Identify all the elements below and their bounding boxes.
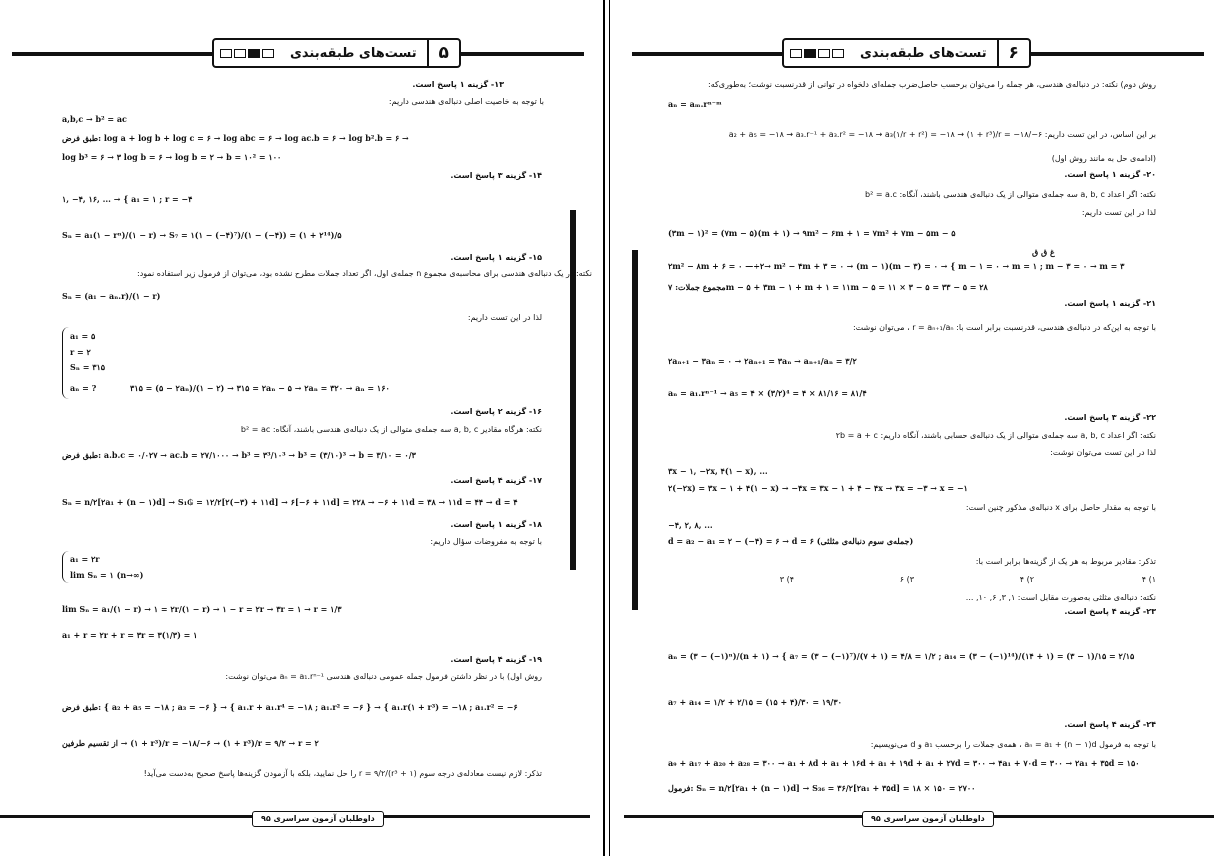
formula-line: Sₙ = (a₁ − aₙ.r)/(۱ − r): [62, 291, 161, 301]
formula-line: طبق فرض: log a + log b + log c = ۶ → log abc = ۶ → log ac.b = ۶ → log b².b = ۶ →: [62, 133, 409, 143]
answer-heading: ۲۳- گزینه ۴ پاسخ است.: [1064, 607, 1156, 616]
formula-line: a₁ = ۵: [70, 331, 96, 341]
page-footer: داوطلبان آزمون سراسری ۹۵: [862, 811, 994, 827]
text-line: با توجه به این‌که در دنباله‌ی هندسی، قدرنسبت برابر است با: r = aₙ₊₁/aₙ ، می‌توان نوشت:: [852, 323, 1156, 332]
formula-line: طبق فرض: { a₂ + a₅ = −۱۸ ; a₃ = −۶ } → { a₁.r + a₁.r⁴ = −۱۸ ; a₁.r² = −۶ } → { a₁.r(۱ + r³) = −۱۸ ; a₁.r² = −۶: [62, 702, 518, 712]
text-line: نکته: هرگاه مقادیر a, b, c سه جمله‌ی متوالی از یک دنباله‌ی هندسی باشند، آنگاه: b² = ac: [240, 425, 542, 434]
formula-line: از تقسیم طرفین → (۱ + r³)/r = −۱۸/−۶ → (۱ + r³)/r = ۹/۲ → r = ۲: [62, 738, 319, 748]
system-brace: [62, 551, 69, 583]
formula-line: (۳m − ۱)² = (۷m − ۵)(m + ۱) → ۹m² − ۶m + ۱ = ۷m² + ۷m − ۵m − ۵: [668, 228, 956, 238]
formula-line: Sₙ = a₁(۱ − rⁿ)/(۱ − r) → S₇ = ۱(۱ − (−۴)⁷)/(۱ − (−۴)) = (۱ + ۲¹⁴)/۵: [62, 230, 342, 240]
text-line: نکته: اگر اعداد a, b, c سه جمله‌ی متوالی از یک دنباله‌ی هندسی باشند، آنگاه: b² = a.c: [864, 190, 1156, 199]
page-header: [782, 38, 1031, 68]
answer-heading: ۲۲- گزینه ۳ پاسخ است.: [1064, 413, 1156, 422]
formula-line: log b³ = ۶ → ۳ log b = ۶ → log b = ۲ → b = ۱۰² = ۱۰۰: [62, 152, 282, 162]
text-line: نکته: اگر اعداد a, b, c سه جمله‌ی متوالی از یک دنباله‌ی حسابی باشند، آنگاه داریم: ۲b = a + c: [835, 431, 1156, 440]
text-line: تذکر: لازم نیست معادله‌ی درجه سوم (۱ + r³)/r = ۹/۲ را حل نمایید، بلکه با آزمودن گزینه‌ها پاسخ صحیح به‌دست می‌آید!: [143, 769, 542, 778]
answer-heading: ۲۱- گزینه ۱ پاسخ است.: [1064, 299, 1156, 308]
formula-line: lim Sₙ = a₁/(۱ − r) → ۱ = ۲r/(۱ − r) → ۱ − r = ۲r → ۳r = ۱ → r = ۱/۳: [62, 604, 342, 614]
answer-heading: ۱۹- گزینه ۴ پاسخ است.: [450, 655, 542, 664]
formula-line: مجموع جملات: ۷m − ۵ + ۳m − ۱ + m + ۱ = ۱۱m − ۵ = ۱۱ × ۳ − ۵ = ۳۳ − ۵ = ۲۸: [668, 282, 988, 292]
formula-line: −۴, ۲, ۸, ...: [668, 520, 713, 530]
answer-heading: ۱۸- گزینه ۱ پاسخ است.: [450, 520, 542, 529]
text-line: روش دوم) نکته: در دنباله‌ی هندسی، هر جمله را می‌توان برحسب حاصل‌ضرب جمله‌ای دلخواه در توانی از قدرنسبت نوشت؛ به‌طوری‌که:: [708, 80, 1156, 89]
answer-heading: ۱۷- گزینه ۴ پاسخ است.: [450, 476, 542, 485]
formula-line: r = ۲: [70, 347, 91, 357]
answer-heading: ۱۵- گزینه ۱ پاسخ است.: [450, 253, 542, 262]
header-title: تست‌های طبقه‌بندی: [290, 45, 417, 61]
formula-line: aₙ = (۳ − (−۱)ⁿ)/(n + ۱) → { a₇ = (۳ − (−۱)⁷)/(۷ + ۱) = ۴/۸ = ۱/۲ ; a₁₄ = (۳ − (−۱)¹⁴)/(۱۴ + ۱) = (۳ − ۱)/۱۵ = ۲/۱۵: [668, 651, 1135, 661]
page-footer: داوطلبان آزمون سراسری ۹۵: [252, 811, 384, 827]
formula-line: ۲(−۲x) = ۳x − ۱ + ۴(۱ − x) → −۴x = ۳x − ۱ + ۴ − ۴x → ۳x = −۳ → x = −۱: [668, 483, 968, 493]
answer-heading: ۲۰- گزینه ۱ پاسخ است.: [1064, 170, 1156, 179]
text-line: لذا در این تست داریم:: [1081, 208, 1156, 217]
page-header: [212, 38, 461, 68]
formula-line: ۱, −۴, ۱۶, ... → { a₁ = ۱ ; r = −۴: [62, 194, 193, 204]
annotation: غ ق ق: [1032, 247, 1055, 257]
text-line: نکته: دنباله‌ی مثلثی به‌صورت مقابل است: ۱, ۳, ۶, ۱۰, ...: [965, 593, 1156, 602]
text-line: با توجه به مفروضات سؤال داریم:: [430, 537, 542, 546]
text-line: (ادامه‌ی حل به مانند روش اول): [1051, 154, 1156, 163]
edge-thumb-mark: [632, 250, 638, 610]
page-number: ۶: [997, 40, 1029, 66]
formula-line: ۲aₙ₊₁ − ۳aₙ = ۰ → ۲aₙ₊₁ = ۳aₙ → aₙ₊₁/aₙ = ۳/۲: [668, 356, 857, 366]
formula-line: فرمول: Sₙ = n/۲[۲a₁ + (n − ۱)d] → S₃₆ = ۳۶/۲[۲a₁ + ۳۵d] = ۱۸ × ۱۵۰ = ۲۷۰۰: [668, 783, 976, 793]
formula-line: aₙ = a₁.rⁿ⁻¹ → a₅ = ۴ × (۳/۲)⁴ = ۴ × ۸۱/۱۶ = ۸۱/۴: [668, 388, 867, 398]
formula-line: ۲m² − ۸m + ۶ = ۰ —÷۲→ m² − ۴m + ۳ = ۰ → (m − ۱)(m − ۳) = ۰ → { m − ۱ = ۰ → m = ۱ ; m − ۳ = ۰ → m = ۳: [668, 261, 1125, 271]
text-line: لذا در این تست می‌توان نوشت:: [1050, 448, 1156, 457]
text-line: با توجه به مقدار حاصل برای x دنباله‌ی مذکور چنین است:: [965, 503, 1156, 512]
header-title: تست‌های طبقه‌بندی: [860, 45, 987, 61]
text-line: بر این اساس، در این تست داریم: a₂ + a₅ = −۱۸ → a₃.r⁻¹ + a₃.r² = −۱۸ → a₃(۱/r + r²) = −۱۸ → (۱ + r³)/r = −۱۸/−۶: [728, 130, 1156, 139]
formula-line: d = a₂ − a₁ = ۲ − (−۴) = ۶ → d = ۶ (جمله‌ی سوم دنباله‌ی مثلثی): [668, 536, 914, 546]
page-left: [0, 0, 604, 856]
formula-line: Sₙ = ۳۱۵: [70, 362, 106, 372]
formula-line: a,b,c → b² = ac: [62, 114, 127, 124]
formula-line: طبق فرض: a.b.c = ۰/۰۲۷ → ac.b = ۲۷/۱۰۰۰ → b³ = ۳³/۱۰³ → b³ = (۳/۱۰)³ → b = ۳/۱۰ = ۰/۳: [62, 450, 416, 460]
page-number: ۵: [427, 40, 459, 66]
formula-line: ۳x − ۱, −۲x, ۴(۱ − x), ...: [668, 466, 768, 476]
page-right: [610, 0, 1214, 856]
answer-heading: ۱۴- گزینه ۳ پاسخ است.: [450, 171, 542, 180]
answer-heading: ۲۴- گزینه ۴ پاسخ است.: [1064, 720, 1156, 729]
text-line: لذا در این تست داریم:: [467, 313, 542, 322]
header-tab-indicator: [214, 49, 280, 58]
formula-line: ۳۱۵ = (۵ − ۲aₙ)/(۱ − ۲) → ۳۱۵ = ۲aₙ − ۵ → ۲aₙ = ۳۲۰ → aₙ = ۱۶۰: [130, 383, 390, 393]
option-item: ۳) ۶: [899, 575, 914, 584]
formula-line: a₁ + r = ۲r + r = ۳r = ۳(۱/۳) = ۱: [62, 630, 198, 640]
edge-thumb-mark: [570, 210, 576, 570]
text-line: با توجه به خاصیت اصلی دنباله‌ی هندسی داریم:: [388, 97, 544, 106]
option-item: ۲) ۴: [1019, 575, 1034, 584]
formula-line: aₙ = aₘ.rⁿ⁻ᵐ: [668, 99, 722, 109]
option-item: ۱) ۴: [1141, 575, 1156, 584]
formula-line: lim Sₙ = ۱ (n→∞): [70, 570, 144, 580]
answer-heading: ۱۳- گزینه ۱ پاسخ است.: [412, 80, 504, 89]
system-brace: [62, 327, 69, 399]
option-item: ۴) ۳: [779, 575, 794, 584]
text-line: نکته: در یک دنباله‌ی هندسی برای محاسبه‌ی مجموع n جمله‌ی اول، اگر تعداد جملات مطرح نشده بود، می‌توان از فرمول زیر استفاده نمود:: [137, 269, 592, 278]
formula-line: a₇ + a₁₄ = ۱/۲ + ۲/۱۵ = (۱۵ + ۴)/۳۰ = ۱۹/۳۰: [668, 697, 842, 707]
formula-line: a₁ = ۲r: [70, 554, 100, 564]
text-line: تذکر: مقادیر مربوط به هر یک از گزینه‌ها برابر است با:: [975, 557, 1156, 566]
header-tab-indicator: [784, 49, 850, 58]
formula-line: aₙ = ?: [70, 383, 97, 393]
formula-line: a₉ + a₁₇ + a₂₀ + a₂₈ = ۳۰۰ → a₁ + ۸d + a₁ + ۱۶d + a₁ + ۱۹d + a₁ + ۲۷d = ۳۰۰ → ۴a₁ + ۷۰d = ۳۰۰ → ۲a₁ + ۳۵d = ۱۵۰: [668, 758, 1140, 768]
text-line: با توجه به فرمول aₙ = a₁ + (n − ۱)d ، همه‌ی جملات را برحسب a₁ و d می‌نویسیم:: [870, 740, 1156, 749]
answer-heading: ۱۶- گزینه ۲ پاسخ است.: [450, 407, 542, 416]
formula-line: Sₙ = n/۲[۲a₁ + (n − ۱)d] → S₁₲ = ۱۲/۲[۲(−۳) + ۱۱d] → ۶[−۶ + ۱۱d] = ۲۲۸ → −۶ + ۱۱d = ۳۸ → ۱۱d = ۴۴ → d = ۴: [62, 497, 518, 507]
text-line: روش اول) با در نظر داشتن فرمول جمله عمومی دنباله‌ی هندسی aₙ = a₁.rⁿ⁻¹ می‌توان نوشت:: [225, 672, 542, 681]
